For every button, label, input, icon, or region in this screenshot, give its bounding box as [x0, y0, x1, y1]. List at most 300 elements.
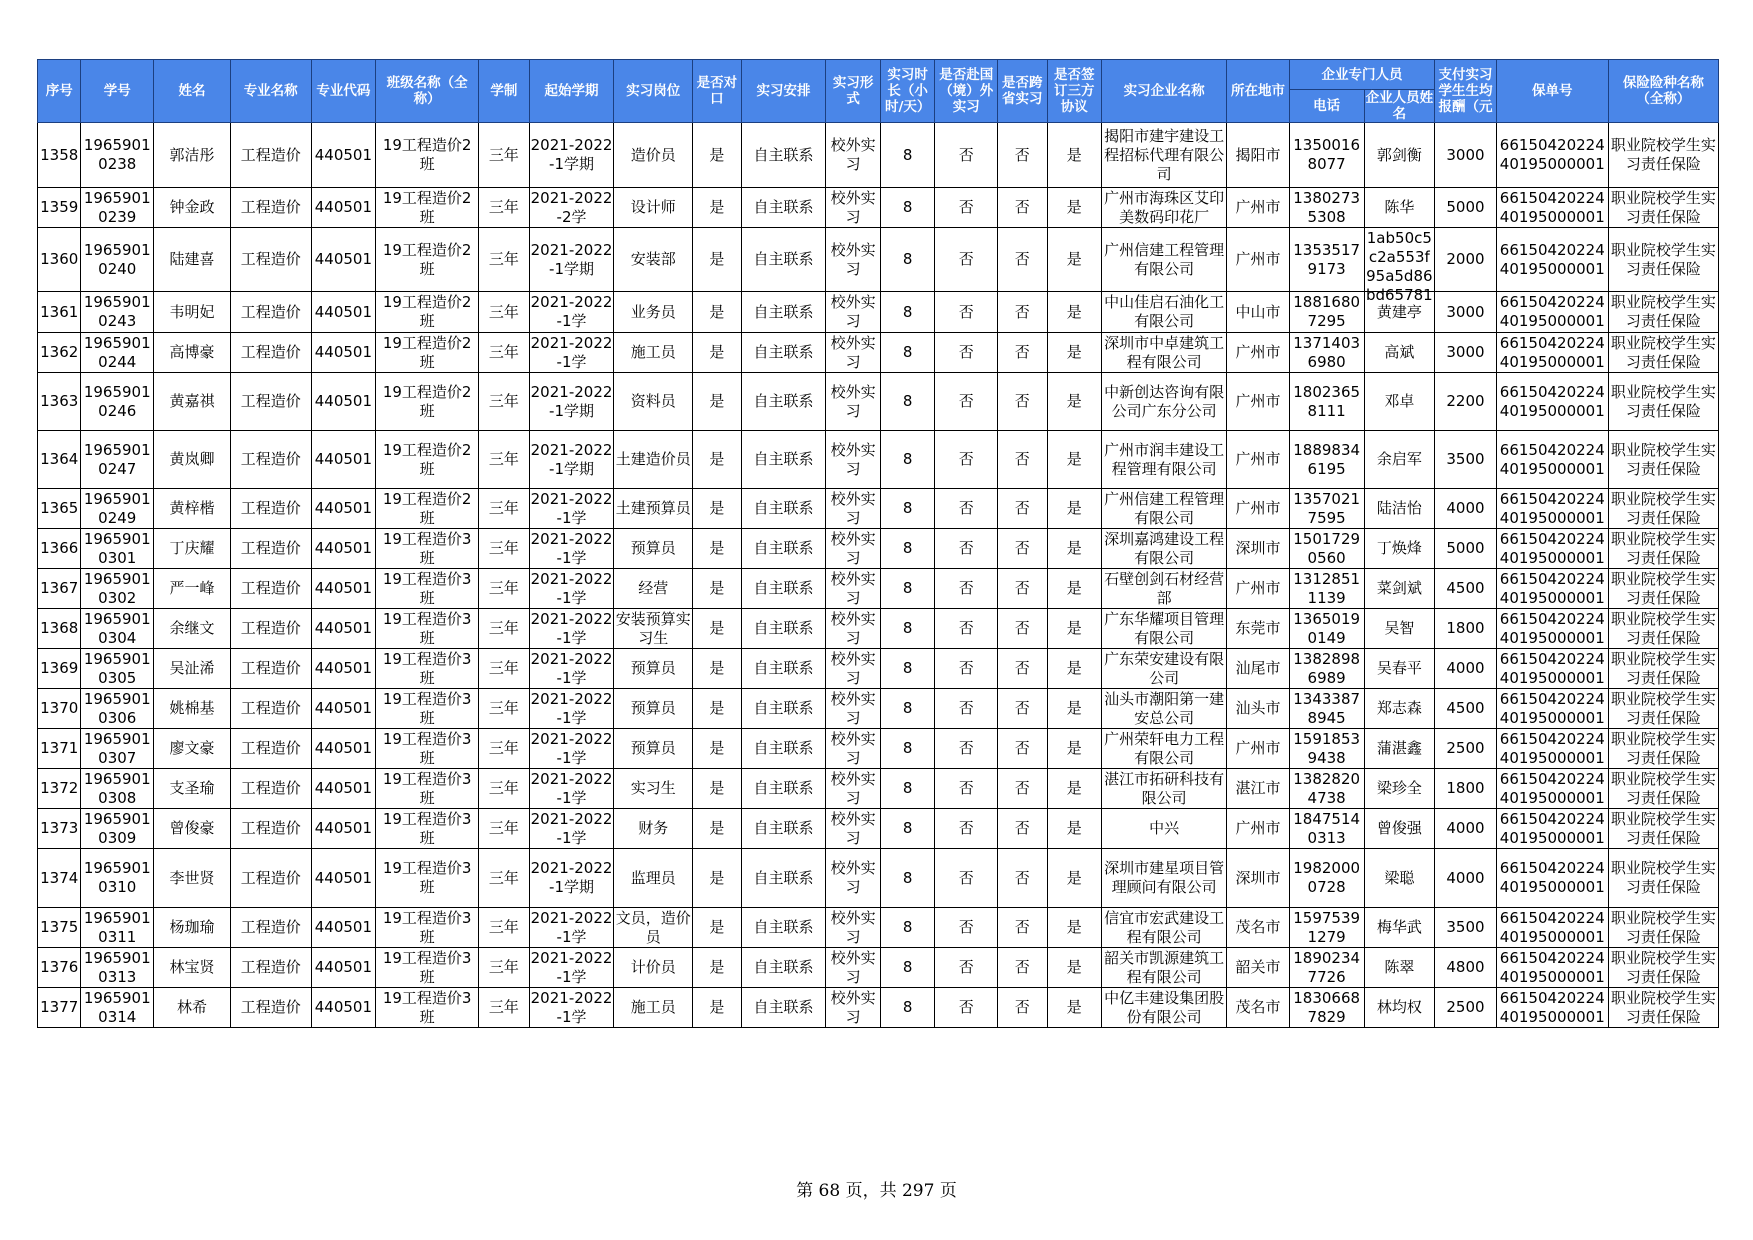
staff-name-cell-text: 梁珍全: [1376, 779, 1422, 797]
major-code-cell-text: 440501: [314, 918, 373, 936]
seq-cell-text: 1359: [40, 198, 79, 216]
hours-cell: [880, 609, 935, 649]
student-id-cell: [81, 123, 154, 188]
major-code-cell-text: 440501: [314, 998, 373, 1016]
major-cell-text: 工程造价: [240, 302, 301, 321]
form-cell-text: 校外实习: [830, 333, 876, 371]
name-cell: [154, 333, 231, 373]
insurance-cell: [1608, 123, 1718, 188]
salary-cell: [1435, 809, 1497, 849]
arrangement-cell: [741, 188, 826, 228]
student-id-cell-text: 19659010313: [83, 948, 151, 986]
class-name-cell-text: 19工程造价3班: [382, 908, 472, 946]
major-cell: [230, 849, 311, 908]
duration-cell-text: 三年: [488, 819, 519, 837]
major-code-cell-text: 440501: [314, 739, 373, 757]
start-term-cell-text: 2021-2022-1学: [530, 529, 613, 567]
major-code-cell: [311, 948, 376, 988]
student-id-cell-text: 19659010309: [83, 809, 151, 847]
city-cell-text: 广州市: [1235, 819, 1281, 837]
hours-cell-text: 8: [902, 499, 913, 517]
major-cell-text: 工程造价: [240, 198, 301, 216]
class-name-cell: [376, 188, 479, 228]
start-term-cell: [529, 228, 614, 292]
cross-province-cell-text: 否: [1014, 739, 1030, 757]
hours-cell: [880, 123, 935, 188]
phone-cell: [1289, 228, 1364, 292]
post-cell-text: 计价员: [630, 958, 676, 976]
name-cell-text: 林宝贤: [169, 958, 215, 976]
policy-no-cell-text: 6615042022440195000001: [1499, 988, 1605, 1026]
post-cell: [614, 188, 693, 228]
company-cell: [1102, 333, 1227, 373]
start-term-cell-text: 2021-2022-1学期: [530, 859, 613, 896]
salary-cell-text: 4500: [1446, 699, 1485, 717]
post-cell-text: 业务员: [630, 302, 676, 321]
name-cell-text: 支圣瑜: [169, 779, 215, 797]
policy-no-cell-text: 6615042022440195000001: [1499, 440, 1605, 478]
phone-cell: [1289, 729, 1364, 769]
matched-cell-text: 是: [709, 579, 725, 597]
duration-cell: [479, 188, 529, 228]
major-code-cell-text: 440501: [314, 499, 373, 517]
seq-cell-text: 1361: [40, 302, 79, 321]
hours-cell-text: 8: [902, 450, 913, 468]
matched-cell-text: 是: [709, 998, 725, 1016]
header-salary: 支付实习学生生均报酬（元: [1435, 60, 1497, 123]
header-abroad: 是否赴国（境）外实习: [935, 60, 998, 123]
arrangement-cell-text: 自主联系: [753, 450, 814, 468]
cross-province-cell: [998, 431, 1047, 489]
matched-cell: [693, 489, 741, 529]
company-cell-text: 广东荣安建设有限公司: [1104, 649, 1225, 687]
city-cell: [1227, 569, 1290, 609]
city-cell-text: 广州市: [1235, 579, 1281, 597]
header-matched: 是否对口: [693, 60, 741, 123]
company-cell: [1102, 649, 1227, 689]
student-id-cell: [81, 569, 154, 609]
abroad-cell: [935, 849, 998, 908]
student-id-cell-text: 19659010243: [83, 293, 151, 330]
city-cell: [1227, 609, 1290, 649]
duration-cell-text: 三年: [488, 659, 519, 677]
salary-cell: [1435, 769, 1497, 809]
major-cell: [230, 431, 311, 489]
table-body: [38, 123, 1719, 1028]
name-cell-text: 黄岚卿: [169, 450, 215, 468]
major-code-cell: [311, 729, 376, 769]
form-cell: [826, 908, 881, 948]
agreement-cell: [1047, 292, 1102, 333]
salary-cell-text: 4000: [1446, 819, 1485, 837]
abroad-cell: [935, 489, 998, 529]
agreement-cell: [1047, 948, 1102, 988]
staff-name-cell: [1364, 689, 1435, 729]
seq-cell: [38, 123, 81, 188]
company-cell-text: 广州信建工程管理有限公司: [1104, 240, 1225, 278]
seq-cell: [38, 809, 81, 849]
phone-cell-text: 15975391279: [1293, 908, 1361, 946]
salary-cell-text: 2200: [1446, 392, 1485, 410]
post-cell: [614, 431, 693, 489]
duration-cell: [479, 489, 529, 529]
staff-name-cell: [1364, 948, 1435, 988]
policy-no-cell-text: 6615042022440195000001: [1499, 529, 1605, 567]
post-cell: [614, 489, 693, 529]
abroad-cell-text: 否: [958, 779, 974, 797]
policy-no-cell-text: 6615042022440195000001: [1499, 382, 1605, 420]
staff-name-cell-text: 丁焕烽: [1376, 539, 1422, 557]
duration-cell: [479, 373, 529, 431]
form-cell: [826, 948, 881, 988]
salary-cell-text: 5000: [1446, 539, 1485, 557]
duration-cell-text: 三年: [488, 958, 519, 976]
class-name-cell-text: 19工程造价2班: [382, 440, 472, 478]
seq-cell-text: 1368: [40, 619, 79, 637]
major-code-cell: [311, 228, 376, 292]
duration-cell: [479, 849, 529, 908]
name-cell: [154, 489, 231, 529]
name-cell-text: 曾俊豪: [169, 819, 215, 837]
cross-province-cell-text: 否: [1014, 539, 1030, 557]
major-code-cell-text: 440501: [314, 819, 373, 837]
cross-province-cell: [998, 609, 1047, 649]
cross-province-cell-text: 否: [1014, 198, 1030, 216]
phone-cell-text: 13128511139: [1293, 569, 1361, 607]
post-cell-text: 文员，造价员: [615, 908, 691, 946]
insurance-cell: [1608, 809, 1718, 849]
table-row: [38, 649, 1719, 689]
form-cell-text: 校外实习: [830, 240, 876, 278]
seq-cell-text: 1362: [40, 343, 79, 361]
staff-name-cell-text: 郑志森: [1376, 699, 1422, 717]
table-row: [38, 569, 1719, 609]
abroad-cell: [935, 529, 998, 569]
company-cell-text: 揭阳市建宇建设工程招标代理有限公司: [1104, 126, 1225, 183]
cross-province-cell-text: 否: [1014, 819, 1030, 837]
class-name-cell-text: 19工程造价3班: [382, 529, 472, 567]
duration-cell-text: 三年: [488, 302, 519, 321]
student-id-cell-text: 19659010310: [83, 859, 151, 896]
arrangement-cell-text: 自主联系: [753, 539, 814, 557]
insurance-cell: [1608, 769, 1718, 809]
hours-cell-text: 8: [902, 779, 913, 797]
start-term-cell: [529, 649, 614, 689]
major-cell: [230, 489, 311, 529]
insurance-cell: [1608, 729, 1718, 769]
start-term-cell: [529, 529, 614, 569]
hours-cell-text: 8: [902, 619, 913, 637]
insurance-cell: [1608, 292, 1718, 333]
class-name-cell-text: 19工程造价3班: [382, 859, 472, 896]
city-cell: [1227, 689, 1290, 729]
abroad-cell: [935, 649, 998, 689]
staff-name-cell: [1364, 333, 1435, 373]
name-cell-text: 廖文豪: [169, 739, 215, 757]
duration-cell-text: 三年: [488, 392, 519, 410]
header-class-name: 班级名称（全称）: [376, 60, 479, 123]
abroad-cell-text: 否: [958, 659, 974, 677]
name-cell: [154, 729, 231, 769]
insurance-cell-text: 职业院校学生实习责任保险: [1610, 240, 1716, 278]
company-cell: [1102, 948, 1227, 988]
start-term-cell: [529, 948, 614, 988]
arrangement-cell: [741, 649, 826, 689]
duration-cell: [479, 948, 529, 988]
policy-no-cell: [1496, 373, 1608, 431]
agreement-cell: [1047, 769, 1102, 809]
policy-no-cell-text: 6615042022440195000001: [1499, 489, 1605, 527]
post-cell: [614, 228, 693, 292]
insurance-cell: [1608, 489, 1718, 529]
name-cell-text: 黄梓楷: [169, 499, 215, 517]
student-id-cell-text: 19659010307: [83, 729, 151, 767]
class-name-cell: [376, 123, 479, 188]
post-cell-text: 财务: [638, 819, 669, 837]
cross-province-cell-text: 否: [1014, 250, 1030, 268]
insurance-cell-text: 职业院校学生实习责任保险: [1610, 908, 1716, 946]
start-term-cell-text: 2021-2022-1学期: [530, 136, 613, 173]
student-id-cell-text: 19659010304: [83, 609, 151, 647]
seq-cell-text: 1371: [40, 739, 79, 757]
phone-cell-text: 13570217595: [1293, 489, 1361, 527]
hours-cell: [880, 529, 935, 569]
abroad-cell: [935, 333, 998, 373]
hours-cell: [880, 769, 935, 809]
staff-name-cell: [1364, 373, 1435, 431]
class-name-cell-text: 19工程造价2班: [382, 293, 472, 330]
arrangement-cell: [741, 333, 826, 373]
phone-cell: [1289, 431, 1364, 489]
company-cell: [1102, 431, 1227, 489]
company-cell-text: 中山佳启石油化工有限公司: [1104, 293, 1225, 330]
major-code-cell: [311, 849, 376, 908]
duration-cell: [479, 228, 529, 292]
class-name-cell-text: 19工程造价3班: [382, 609, 472, 647]
agreement-cell-text: 是: [1066, 579, 1082, 597]
policy-no-cell: [1496, 769, 1608, 809]
post-cell: [614, 908, 693, 948]
table-row: [38, 529, 1719, 569]
company-cell-text: 广州荣轩电力工程有限公司: [1104, 729, 1225, 767]
major-cell-text: 工程造价: [240, 619, 301, 637]
city-cell: [1227, 373, 1290, 431]
student-id-cell: [81, 292, 154, 333]
phone-cell-text: 18816807295: [1293, 293, 1361, 330]
hours-cell: [880, 948, 935, 988]
start-term-cell: [529, 849, 614, 908]
seq-cell-text: 1375: [40, 918, 79, 936]
major-cell: [230, 649, 311, 689]
table-row: [38, 373, 1719, 431]
agreement-cell-text: 是: [1066, 450, 1082, 468]
arrangement-cell: [741, 809, 826, 849]
policy-no-cell-text: 6615042022440195000001: [1499, 729, 1605, 767]
cross-province-cell-text: 否: [1014, 392, 1030, 410]
start-term-cell: [529, 188, 614, 228]
major-code-cell: [311, 373, 376, 431]
name-cell-text: 李世贤: [169, 868, 215, 887]
start-term-cell-text: 2021-2022-1学期: [530, 440, 613, 478]
seq-cell: [38, 188, 81, 228]
abroad-cell-text: 否: [958, 392, 974, 410]
city-cell: [1227, 908, 1290, 948]
major-cell: [230, 689, 311, 729]
salary-cell: [1435, 188, 1497, 228]
table-row: [38, 489, 1719, 529]
insurance-cell: [1608, 948, 1718, 988]
agreement-cell: [1047, 849, 1102, 908]
header-agreement: 是否签订三方协议: [1047, 60, 1102, 123]
start-term-cell: [529, 431, 614, 489]
major-cell-text: 工程造价: [240, 450, 301, 468]
staff-name-cell-text: 陆洁怡: [1376, 499, 1422, 517]
post-cell-text: 土建造价员: [615, 450, 691, 468]
arrangement-cell: [741, 988, 826, 1028]
cross-province-cell: [998, 988, 1047, 1028]
start-term-cell-text: 2021-2022-1学: [530, 729, 613, 767]
post-cell-text: 安装预算实习生: [615, 609, 691, 647]
name-cell-text: 丁庆耀: [169, 539, 215, 557]
hours-cell-text: 8: [902, 918, 913, 936]
form-cell-text: 校外实习: [830, 988, 876, 1026]
table-row: [38, 431, 1719, 489]
arrangement-cell-text: 自主联系: [753, 145, 814, 164]
cross-province-cell: [998, 529, 1047, 569]
agreement-cell: [1047, 689, 1102, 729]
name-cell-text: 严一峰: [169, 579, 215, 597]
class-name-cell: [376, 689, 479, 729]
class-name-cell-text: 19工程造价3班: [382, 569, 472, 607]
post-cell-text: 资料员: [630, 392, 676, 410]
city-cell: [1227, 292, 1290, 333]
major-code-cell-text: 440501: [314, 198, 373, 216]
matched-cell: [693, 431, 741, 489]
arrangement-cell: [741, 529, 826, 569]
agreement-cell: [1047, 569, 1102, 609]
abroad-cell: [935, 188, 998, 228]
agreement-cell-text: 是: [1066, 619, 1082, 637]
hours-cell-text: 8: [902, 392, 913, 410]
cross-province-cell: [998, 809, 1047, 849]
major-cell-text: 工程造价: [240, 868, 301, 887]
agreement-cell-text: 是: [1066, 145, 1082, 164]
staff-name-cell: [1364, 123, 1435, 188]
salary-cell: [1435, 333, 1497, 373]
start-term-cell-text: 2021-2022-1学: [530, 489, 613, 527]
duration-cell-text: 三年: [488, 579, 519, 597]
post-cell: [614, 333, 693, 373]
agreement-cell: [1047, 529, 1102, 569]
cross-province-cell: [998, 228, 1047, 292]
name-cell-text: 杨珈瑜: [169, 918, 215, 936]
name-cell: [154, 188, 231, 228]
major-cell: [230, 769, 311, 809]
matched-cell: [693, 609, 741, 649]
staff-name-cell: [1364, 849, 1435, 908]
policy-no-cell-text: 6615042022440195000001: [1499, 569, 1605, 607]
salary-cell-text: 2000: [1446, 250, 1485, 268]
hours-cell-text: 8: [902, 250, 913, 268]
student-id-cell-text: 19659010238: [83, 136, 151, 173]
hours-cell: [880, 188, 935, 228]
company-cell: [1102, 123, 1227, 188]
city-cell: [1227, 948, 1290, 988]
matched-cell-text: 是: [709, 819, 725, 837]
student-id-cell-text: 19659010301: [83, 529, 151, 567]
agreement-cell: [1047, 489, 1102, 529]
policy-no-cell: [1496, 333, 1608, 373]
duration-cell: [479, 333, 529, 373]
class-name-cell: [376, 729, 479, 769]
class-name-cell: [376, 908, 479, 948]
post-cell: [614, 769, 693, 809]
arrangement-cell: [741, 849, 826, 908]
agreement-cell-text: 是: [1066, 539, 1082, 557]
phone-cell: [1289, 809, 1364, 849]
salary-cell-text: 4000: [1446, 659, 1485, 677]
matched-cell: [693, 188, 741, 228]
hours-cell-text: 8: [902, 343, 913, 361]
salary-cell: [1435, 649, 1497, 689]
table-row: [38, 609, 1719, 649]
policy-no-cell: [1496, 228, 1608, 292]
cross-province-cell: [998, 569, 1047, 609]
arrangement-cell-text: 自主联系: [753, 699, 814, 717]
name-cell-text: 姚棉基: [169, 699, 215, 717]
staff-name-cell-text: 菜剑斌: [1376, 579, 1422, 597]
matched-cell-text: 是: [709, 250, 725, 268]
post-cell: [614, 609, 693, 649]
agreement-cell-text: 是: [1066, 779, 1082, 797]
staff-name-cell-text: 梁聪: [1384, 868, 1415, 887]
phone-cell-text: 18902347726: [1293, 948, 1361, 986]
phone-cell: [1289, 988, 1364, 1028]
duration-cell: [479, 292, 529, 333]
salary-cell-text: 3500: [1446, 450, 1485, 468]
student-id-cell: [81, 333, 154, 373]
class-name-cell-text: 19工程造价2班: [382, 489, 472, 527]
staff-name-cell-text: 陈华: [1384, 198, 1415, 216]
name-cell-text: 高博豪: [169, 343, 215, 361]
cross-province-cell: [998, 849, 1047, 908]
matched-cell: [693, 689, 741, 729]
cross-province-cell-text: 否: [1014, 579, 1030, 597]
phone-cell-text: 13714036980: [1293, 333, 1361, 371]
insurance-cell: [1608, 649, 1718, 689]
hours-cell: [880, 908, 935, 948]
insurance-cell: [1608, 988, 1718, 1028]
start-term-cell-text: 2021-2022-1学: [530, 569, 613, 607]
company-cell-text: 广东华耀项目管理有限公司: [1104, 609, 1225, 647]
abroad-cell-text: 否: [958, 739, 974, 757]
hours-cell: [880, 649, 935, 689]
post-cell: [614, 689, 693, 729]
start-term-cell-text: 2021-2022-1学: [530, 649, 613, 687]
insurance-cell-text: 职业院校学生实习责任保险: [1610, 188, 1716, 226]
major-code-cell: [311, 988, 376, 1028]
start-term-cell: [529, 292, 614, 333]
matched-cell-text: 是: [709, 619, 725, 637]
matched-cell: [693, 769, 741, 809]
company-cell: [1102, 228, 1227, 292]
form-cell: [826, 649, 881, 689]
arrangement-cell: [741, 769, 826, 809]
hours-cell-text: 8: [902, 659, 913, 677]
major-cell: [230, 529, 311, 569]
start-term-cell-text: 2021-2022-1学: [530, 988, 613, 1026]
cross-province-cell-text: 否: [1014, 619, 1030, 637]
